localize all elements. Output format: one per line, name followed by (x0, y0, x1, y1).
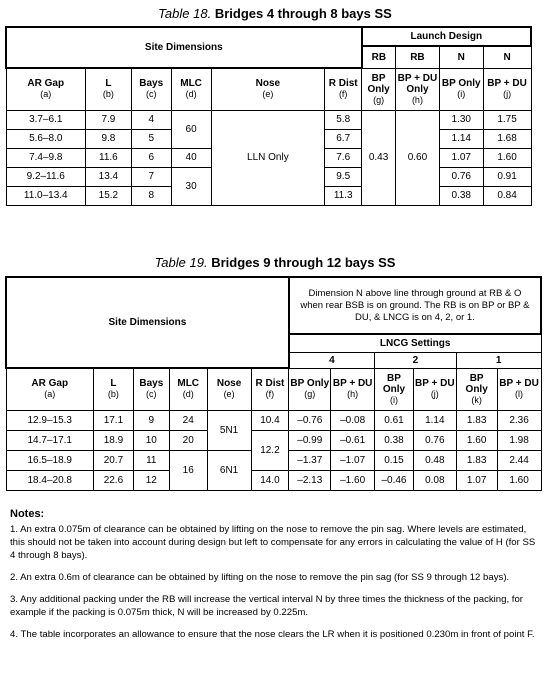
table19-col-ar-gap: AR Gap (a) (6, 368, 94, 410)
table18-cell-gap: 7.4–9.8 (6, 148, 86, 167)
table19-cell-l: 17.1 (94, 410, 134, 430)
table18-cell-l: 7.9 (86, 110, 132, 129)
table18-col-ar-gap: AR Gap (a) (6, 68, 86, 110)
table18-cell-n-i: 1.07 (439, 148, 483, 167)
table18-cell-n-i: 0.38 (439, 186, 483, 205)
table18-col-rdist: R Dist (f) (325, 68, 362, 110)
table19-cell-l2: 1.60 (497, 470, 541, 490)
table19-cell-l2: 1.98 (497, 430, 541, 450)
table18-cell-n-j: 0.91 (483, 167, 531, 186)
table18-n-group-2: N (483, 46, 531, 68)
table19-lncg-4: 4 (289, 352, 375, 368)
table19-cell-rdist: 10.4 (251, 410, 289, 430)
table18-caption (0, 6, 550, 21)
table19-cell-rdist: 12.2 (251, 430, 289, 470)
note-4: 4. The table incorporates an allowance to ensure that the nose clears the LR when it is positioned 0.230m in front of point F. (10, 629, 535, 640)
table19-col-g: BP Only (g) (289, 368, 331, 410)
table18-rb-group-1: RB (362, 46, 396, 68)
table19-lncg-settings-header: LNCG Settings (289, 334, 541, 352)
table18-cell-bays: 4 (131, 110, 171, 129)
table18-cell-n-i: 1.14 (439, 129, 483, 148)
table18-col-j: BP + DU (j) (483, 68, 531, 110)
table19-caption-number: Table 19. (154, 255, 208, 270)
table18-caption-text: Bridges 4 through 8 bays SS (214, 6, 392, 21)
table18-cell-rdist: 11.3 (325, 186, 362, 205)
table19-cell-bays: 12 (133, 470, 169, 490)
table19-col-bays: Bays (c) (133, 368, 169, 410)
table19-cell-bays: 11 (133, 450, 169, 470)
table19-cell-nose: 5N1 (207, 410, 251, 450)
table19-caption (0, 255, 550, 270)
table19-site-dimensions-header: Site Dimensions (6, 277, 289, 368)
table18-col-nose: Nose (e) (211, 68, 325, 110)
table19-cell-h: –1.07 (331, 450, 375, 470)
table18-cell-gap: 9.2–11.6 (6, 167, 86, 186)
table19-col-l2: BP + DU (l) (497, 368, 541, 410)
table19-lncg-1: 1 (456, 352, 541, 368)
table19-col-j: BP + DU (j) (413, 368, 456, 410)
table19-cell-j: 0.76 (413, 430, 456, 450)
table18-cell-bays: 6 (131, 148, 171, 167)
notes-section (10, 508, 542, 650)
table19-cell-h: –1.60 (331, 470, 375, 490)
table18-col-bays: Bays (c) (131, 68, 171, 110)
table-row (6, 430, 541, 450)
table19-cell-gap: 14.7–17.1 (6, 430, 94, 450)
table19-cell-rdist: 14.0 (251, 470, 289, 490)
note-3: 3. Any additional packing under the RB will increase the vertical interval N by three times the thickness of the packing, for example if the packing is 0.075m thick, N will be increased by 0.225m. (10, 594, 523, 618)
table18-cell-rdist: 5.8 (325, 110, 362, 129)
table18-cell-l: 15.2 (86, 186, 132, 205)
table18-cell-rdist: 6.7 (325, 129, 362, 148)
table18-cell-rb-h: 0.60 (396, 110, 440, 205)
table18-cell-gap: 5.6–8.0 (6, 129, 86, 148)
table19-cell-gap: 12.9–15.3 (6, 410, 94, 430)
notes-title: Notes: (10, 508, 45, 520)
table19-cell-g: –0.99 (289, 430, 331, 450)
table18-cell-rb-g: 0.43 (362, 110, 396, 205)
table18-rb-group-2: RB (396, 46, 440, 68)
table19-cell-bays: 10 (133, 430, 169, 450)
table18-col-h: BP + DU Only (h) (396, 68, 440, 110)
table19-col-i: BP Only (i) (375, 368, 414, 410)
table18-site-dimensions-header: Site Dimensions (6, 27, 362, 68)
table19-cell-j: 0.48 (413, 450, 456, 470)
table19-col-l: L (b) (94, 368, 134, 410)
table18-cell-n-j: 1.68 (483, 129, 531, 148)
table19-cell-bays: 9 (133, 410, 169, 430)
note-2: 2. An extra 0.6m of clearance can be obtained by lifting on the nose to remove the pin sag (for SS 9 through 12 bays). (10, 572, 510, 583)
table18-col-g: BP Only (g) (362, 68, 396, 110)
table18-cell-n-j: 0.84 (483, 186, 531, 205)
table19-cell-h: –0.61 (331, 430, 375, 450)
table19-cell-l2: 2.44 (497, 450, 541, 470)
table19 (5, 276, 542, 491)
table19-cell-g: –2.13 (289, 470, 331, 490)
table19-col-h: BP + DU (h) (331, 368, 375, 410)
table19-cell-i: 0.38 (375, 430, 414, 450)
table-row (6, 110, 531, 129)
table18-cell-n-i: 0.76 (439, 167, 483, 186)
table19-cell-mlc: 16 (169, 450, 207, 490)
table19-cell-k: 1.83 (456, 450, 497, 470)
table19-cell-mlc: 24 (169, 410, 207, 430)
table18-cell-rdist: 7.6 (325, 148, 362, 167)
table18-cell-bays: 8 (131, 186, 171, 205)
table19-cell-nose: 6N1 (207, 450, 251, 490)
table19-cell-k: 1.83 (456, 410, 497, 430)
table18-cell-l: 11.6 (86, 148, 132, 167)
table19-lncg-2: 2 (375, 352, 457, 368)
table18-cell-nose: LLN Only (211, 110, 325, 205)
table18-cell-gap: 3.7–6.1 (6, 110, 86, 129)
table19-col-nose: Nose (e) (207, 368, 251, 410)
table18-cell-rdist: 9.5 (325, 167, 362, 186)
table18-caption-number: Table 18. (158, 6, 212, 21)
table19-cell-j: 0.08 (413, 470, 456, 490)
table18 (5, 26, 532, 206)
table19-cell-h: –0.08 (331, 410, 375, 430)
table19-cell-gap: 16.5–18.9 (6, 450, 94, 470)
table19-cell-i: –0.46 (375, 470, 414, 490)
table18-launch-design-header: Launch Design (362, 27, 531, 46)
table-row (6, 410, 541, 430)
table18-col-i: BP Only (i) (439, 68, 483, 110)
table18-cell-gap: 11.0–13.4 (6, 186, 86, 205)
table18-cell-n-j: 1.75 (483, 110, 531, 129)
table18-col-mlc: MLC (d) (171, 68, 211, 110)
table19-cell-l2: 2.36 (497, 410, 541, 430)
table19-cell-l: 20.7 (94, 450, 134, 470)
table18-cell-mlc: 40 (171, 148, 211, 167)
table19-col-rdist: R Dist (f) (251, 368, 289, 410)
table19-cell-l: 18.9 (94, 430, 134, 450)
table19-dimension-note: Dimension N above line through ground at RB & O when rear BSB is on ground. The RB is on BP or BP & DU, & LNCG is on 4, 2, or 1. (289, 277, 541, 334)
table18-cell-mlc: 60 (171, 110, 211, 148)
table19-col-mlc: MLC (d) (169, 368, 207, 410)
table18-cell-l: 13.4 (86, 167, 132, 186)
table18-cell-bays: 5 (131, 129, 171, 148)
table18-cell-l: 9.8 (86, 129, 132, 148)
table19-caption-text: Bridges 9 through 12 bays SS (211, 255, 396, 270)
table19-cell-i: 0.61 (375, 410, 414, 430)
table19-cell-g: –0.76 (289, 410, 331, 430)
table19-cell-k: 1.07 (456, 470, 497, 490)
table19-col-k: BP Only (k) (456, 368, 497, 410)
table-row (6, 470, 541, 490)
table19-cell-gap: 18.4–20.8 (6, 470, 94, 490)
table18-col-l: L (b) (86, 68, 132, 110)
table19-cell-j: 1.14 (413, 410, 456, 430)
table19-cell-g: –1.37 (289, 450, 331, 470)
table19-cell-mlc: 20 (169, 430, 207, 450)
table18-cell-mlc: 30 (171, 167, 211, 205)
table19-cell-i: 0.15 (375, 450, 414, 470)
note-1: 1. An extra 0.075m of clearance can be obtained by lifting on the nose to remove the pin sag. Where levels are estimated, this should not be taken into account during design but left to compensate for any errors in calculating the value of H (for SS 4 through 8 bays). (10, 524, 536, 561)
table19-cell-l: 22.6 (94, 470, 134, 490)
table19-cell-k: 1.60 (456, 430, 497, 450)
table18-n-group-1: N (439, 46, 483, 68)
table18-cell-n-i: 1.30 (439, 110, 483, 129)
table18-cell-n-j: 1.60 (483, 148, 531, 167)
table18-cell-bays: 7 (131, 167, 171, 186)
